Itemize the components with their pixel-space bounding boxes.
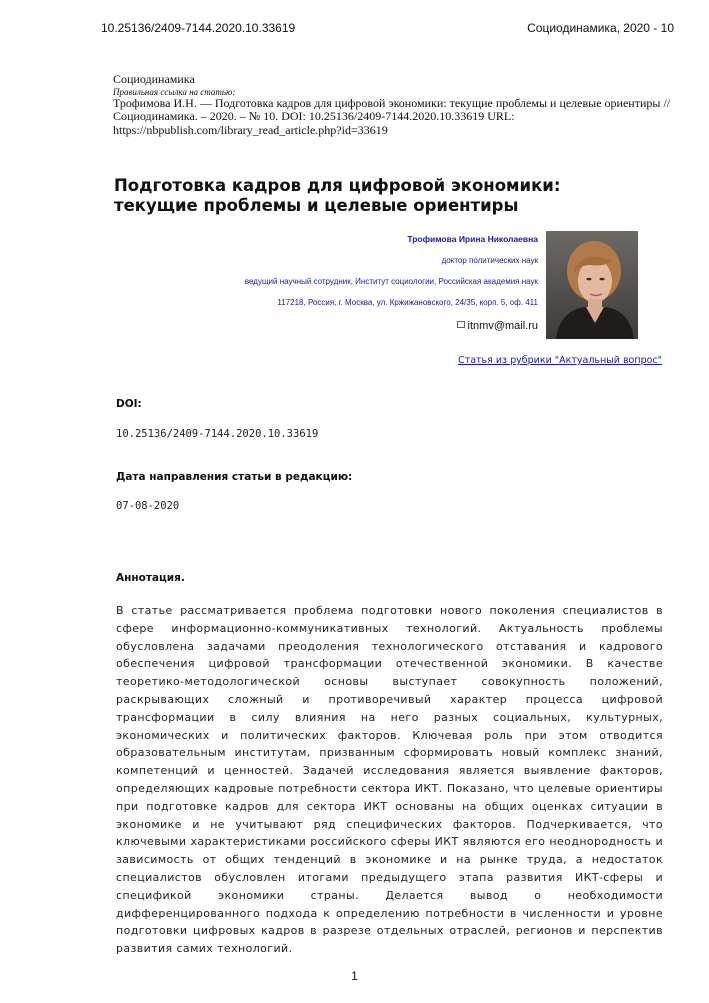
submission-date-value: 07-08-2020	[116, 500, 180, 512]
author-email[interactable]	[457, 320, 538, 332]
author-photo-image	[546, 231, 638, 339]
page-number: 1	[351, 969, 358, 983]
article-title: Подготовка кадров для цифровой экономики: текущие проблемы и целевые ориентиры	[114, 176, 561, 215]
rubric-link[interactable]: Статья из рубрики "Актуальный вопрос"	[458, 355, 662, 366]
author-name[interactable]: Трофимова Ирина Николаевна	[407, 234, 538, 244]
author-photo	[546, 231, 638, 339]
running-header-doi: 10.25136/2409-7144.2020.10.33619	[101, 21, 296, 35]
abstract-label: Аннотация.	[116, 572, 185, 584]
email-icon	[457, 321, 465, 328]
doi-label: DOI:	[116, 398, 142, 410]
submission-date-label: Дата направления статьи в редакцию:	[116, 471, 353, 483]
abstract-text: В статье рассматривается проблема подготовки нового поколения специалистов в сфере информационно-коммуникативных технологий. Актуальность проблемы обусловлена задачами преодоления технологического отставания и кадрового обеспечения цифровой трансформации отечественной экономики. В качестве теоретико-методологической основы выступает совокупность положений, раскрывающих сложный и противоречивый характер процесса цифровой трансформации в силу влияния на него разных социальных, культурных, экономических и политических факторов. Ключевая роль при этом отводится образовательным институтам, призванным сформировать новый комплекс знаний, компетенций и ценностей. Задачей исследования является выявление факторов, определяющих кадровые потребности сектора ИКТ. Показано, что целевые ориентиры при подготовке кадров для сектора ИКТ основаны на общих оценках ситуации в экономике и не учитывают ряд специфических факторов. Подчеркивается, что ключевыми характеристиками российского сферы ИКТ являются его неоднородность и зависимость от общих тенденций в экономике и на рынке труда, а недостаток специалистов обусловлен итогами предыдущего этапа развития ИКТ-сферы и спецификой экономики страны. Делается вывод о необходимости дифференцированного подхода к определению потребности в численности и уровне подготовки цифровых кадров в разрезе отдельных отраслей, регионов и перспектив развития самих технологий.	[116, 604, 663, 956]
author-position: ведущий научный сотрудник, Институт социологии, Российская академия наук	[244, 277, 538, 286]
author-degree: доктор политических наук	[441, 256, 538, 265]
author-address: 117218, Россия, г. Москва, ул. Кржижановского, 24/35, корп. 5, оф. 411	[277, 298, 538, 307]
citation-text: Трофимова И.Н. — Подготовка кадров для цифровой экономики: текущие проблемы и целевые ориентиры // Социодинамика. – 2020. – № 10. DOI: 10.25136/2409-7144.2020.10.33619 URL: https://nbpublish.com/library_read_article.php?id=33619	[113, 95, 671, 137]
citation-block	[113, 73, 673, 137]
journal-name: Социодинамика	[113, 72, 195, 86]
running-header-journal: Социодинамика, 2020 - 10	[527, 21, 674, 35]
author-email-text[interactable]: itnmv@mail.ru	[467, 320, 538, 332]
doi-value: 10.25136/2409-7144.2020.10.33619	[116, 428, 319, 440]
citation-label: Правильная ссылка на статью:	[113, 86, 236, 97]
